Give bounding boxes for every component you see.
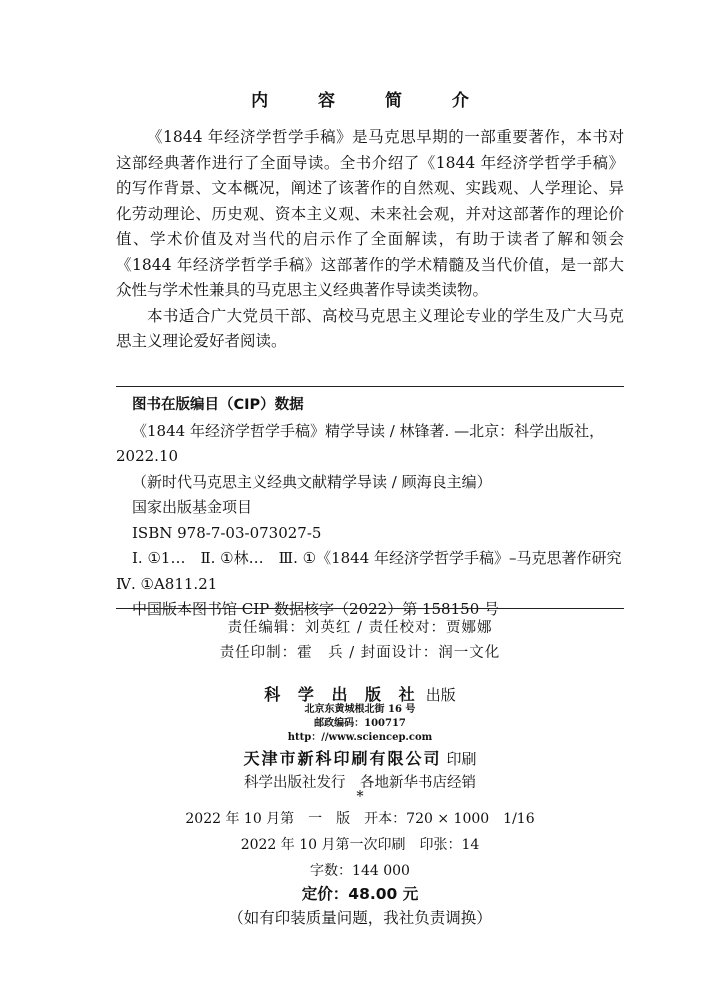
price: 定价：48.00 元: [301, 885, 419, 903]
print-line: 2022 年 10 月第一次印刷 印张：14: [240, 837, 480, 853]
summary-paragraph: 《1844 年经济学哲学手稿》是马克思早期的一部重要著作，本书对这部经典著作进行了全面导读。全书介绍了《1844 年经济学哲学手稿》的写作背景、文本概况，阐述了该著作的自然观、实践观、人学理论、异化劳动理论、历史观、资本主义观、未来社会观，并对这部著作的理论价值、学术价值及对当代的启示作了全面解读，有助于读者了解和领会《1844 年经济学哲学手稿》这部著作的学术精髓及当代价值，是一部大众性与学术性兼具的马克思主义经典著作导读类读物。: [116, 128, 624, 299]
cip-fund: 国家出版基金项目: [132, 498, 253, 516]
cip-record: 中国版本图书馆 CIP 数据核字（2022）第 158150 号: [132, 600, 500, 618]
word-count: 字数：144 000: [310, 863, 410, 879]
quality-notice: （如有印装质量问题，我社负责调换）: [228, 909, 492, 927]
separator-star: *: [356, 789, 364, 805]
summary-body: [116, 125, 624, 355]
printer-line: [0, 746, 720, 769]
publisher-name: 科 学 出 版 社: [264, 685, 421, 704]
cip-top-rule: [116, 386, 624, 387]
printer-name: 天津市新科印刷有限公司: [243, 749, 442, 768]
cip-heading: 图书在版编目（CIP）数据: [132, 397, 304, 413]
summary-title: 内 容 简 介: [251, 91, 491, 111]
cip-series: （新时代马克思主义经典文献精学导读 / 顾海良主编）: [132, 472, 492, 491]
publisher-postcode: 邮政编码：100717: [314, 718, 406, 729]
publisher-url: http：//www.sciencep.com: [287, 732, 433, 743]
cip-block: [116, 393, 637, 623]
printer-suffix: 印刷: [446, 750, 477, 768]
cip-entry: 《1844 年经济学哲学手稿》精学导读 / 林锋著. —北京：科学出版社，2022.10: [116, 421, 605, 465]
publisher-suffix: 出版: [425, 686, 456, 704]
production-credit: 责任印制：霍 兵 / 封面设计：润一文化: [219, 645, 501, 661]
cip-bottom-rule: [116, 608, 624, 609]
distribution-line: 科学出版社发行 各地新华书店经销: [244, 775, 476, 791]
cip-classification: Ⅰ. ①1… Ⅱ. ①林… Ⅲ. ①《1844 年经济学哲学手稿》–马克思著作研究 Ⅳ. ①A811.21: [116, 549, 637, 593]
publisher-line: [0, 682, 720, 705]
editor-credit: 责任编辑：刘英红 / 责任校对：贾娜娜: [227, 620, 493, 636]
publisher-address: 北京东黄城根北街 16 号: [304, 704, 416, 715]
cip-isbn: ISBN 978-7-03-073027-5: [132, 523, 322, 542]
summary-paragraph: 本书适合广大党员干部、高校马克思主义理论专业的学生及广大马克思主义理论爱好者阅读。: [116, 306, 624, 350]
credits-block: [0, 616, 720, 666]
edition-line: 2022 年 10 月第 一 版 开本：720 × 1000 1/16: [185, 811, 535, 827]
